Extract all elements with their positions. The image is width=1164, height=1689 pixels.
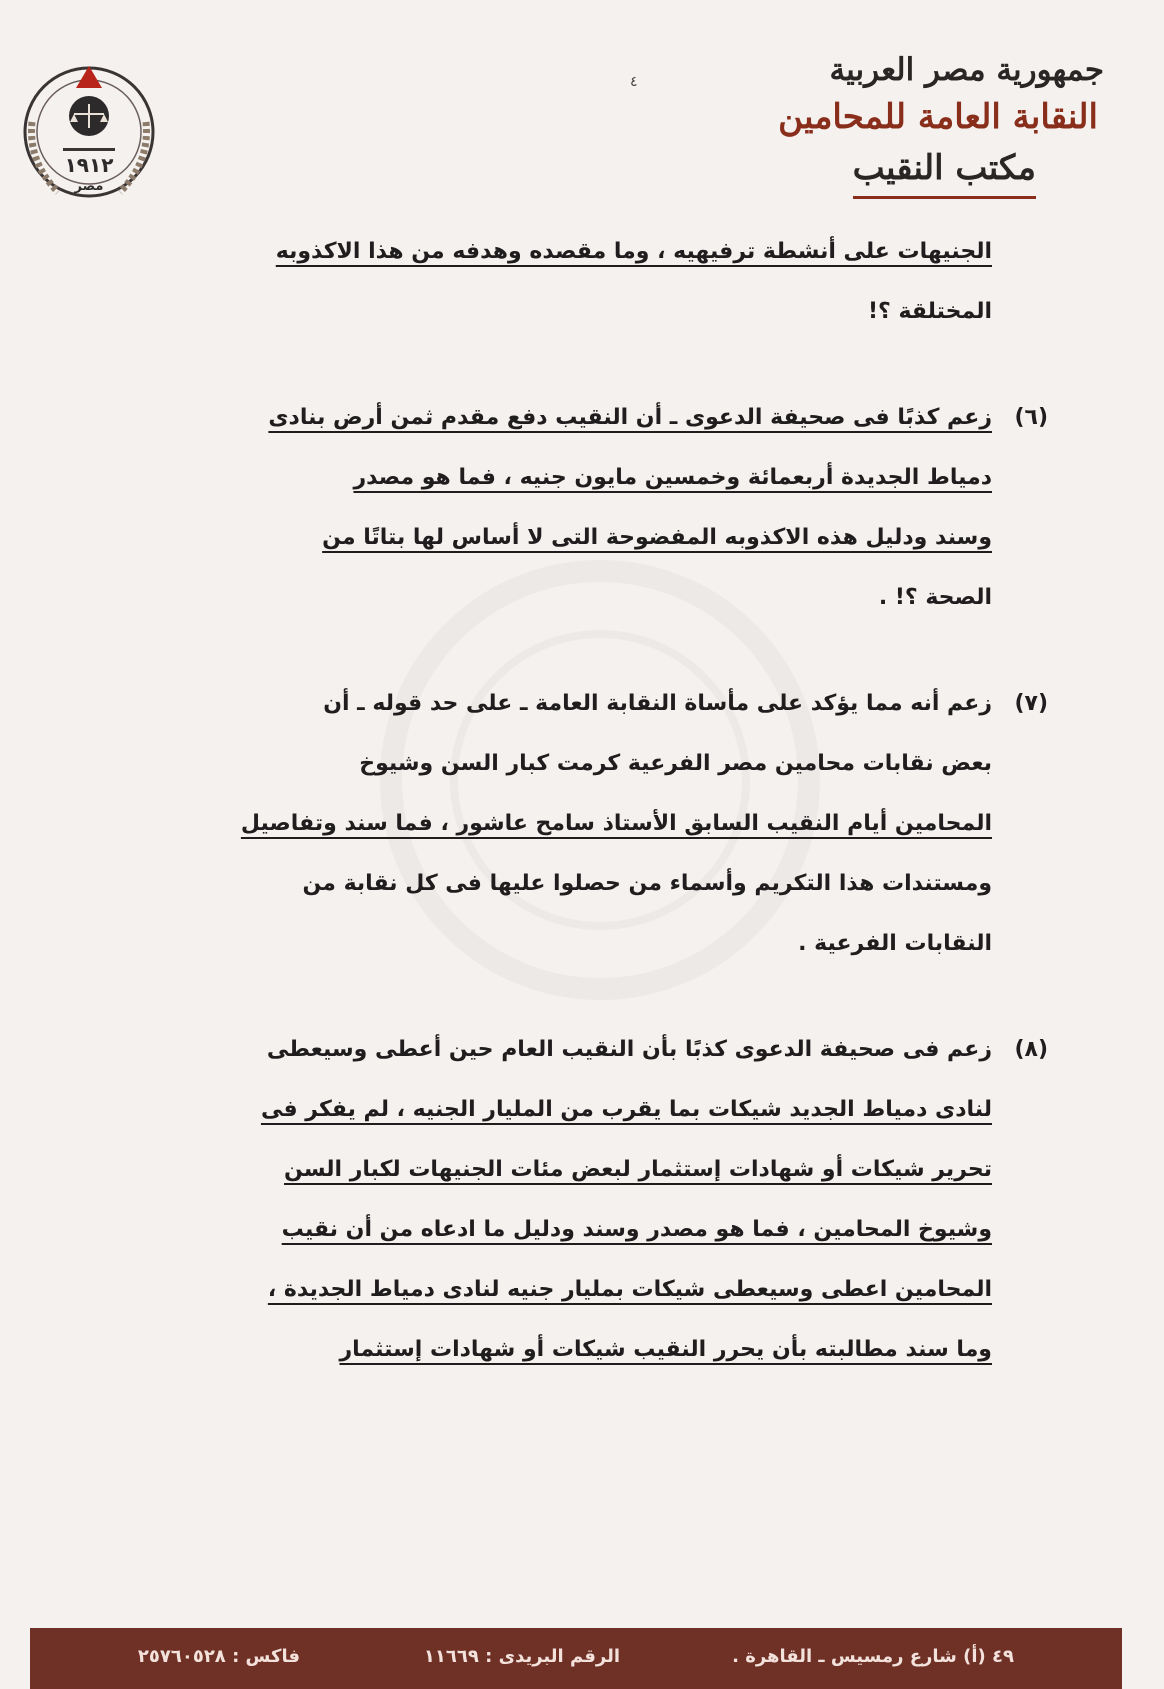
text-line: تحرير شيكات أو شهادات إستثمار لبعض مئات الجنيهات لكبار السن [284,1157,992,1182]
footer-postal-code: الرقم البريدى : ١١٦٦٩ [423,1646,620,1667]
text-line: زعم فى صحيفة الدعوى كذبًا بأن النقيب العام حين أعطى وسيعطى [266,1037,992,1062]
letterhead-organization: النقابة العامة للمحامين [778,97,1098,137]
text-line: بعض نقابات محامين مصر الفرعية كرمت كبار السن وشيوخ [359,751,992,776]
letter-body [232,222,1048,1380]
letterhead-office: مكتب النقيب [853,142,1036,199]
text-line: الصحة ؟! . [878,585,992,610]
footer-address: ٤٩ (أ) شارع رمسيس ـ القاهرة . [732,1646,1014,1667]
page-number-mark: ٤ [630,74,638,90]
text-line: وسند ودليل هذه الاكذوبه المفضوحة التى لا أساس لها بتاتًا من [322,525,992,550]
letterhead-country: جمهورية مصر العربية [829,52,1104,88]
text-line: لنادى دمياط الجديد شيكات بما يقرب من المليار الجنيه ، لم يفكر فى [260,1097,992,1122]
letterhead [778,48,1104,199]
text-line: زعم أنه مما يؤكد على مأساة النقابة العامة ـ على حد قوله ـ أن [323,691,992,716]
paragraph-number: (٧) [1014,691,1048,716]
paragraph-6 [232,388,1048,628]
letter-footer [30,1628,1122,1689]
text-line: الجنيهات على أنشطة ترفيهيه ، وما مقصده وهدفه من هذا الاكذوبه [275,239,992,264]
bar-association-seal-icon [18,52,160,222]
logo-country: مصر [74,179,104,194]
text-line: وما سند مطالبته بأن يحرر النقيب شيكات أو شهادات إستثمار [339,1337,992,1362]
text-line: النقابات الفرعية . [798,931,992,956]
text-line: دمياط الجديدة أربعمائة وخمسين مايون جنيه ، فما هو مصدر [353,465,992,490]
logo-year: ١٩١٢ [64,153,114,177]
paragraph-number: (٦) [1014,405,1048,430]
text-line: زعم كذبًا فى صحيفة الدعوى ـ أن النقيب دفع مقدم ثمن أرض بنادى [268,405,992,430]
text-line: ومستندات هذا التكريم وأسماء من حصلوا عليها فى كل نقابة من [302,871,992,896]
paragraph-8 [232,1020,1048,1380]
text-line: المختلقة ؟! [868,299,992,324]
text-line: وشيوخ المحامين ، فما هو مصدر وسند ودليل ما ادعاه من أن نقيب [281,1217,992,1242]
footer-fax: فاكس : ٢٥٧٦٠٥٢٨ [137,1646,300,1667]
paragraph-continuation [232,222,1048,342]
text-line: المحامين أيام النقيب السابق الأستاذ سامح عاشور ، فما سند وتفاصيل [240,811,992,836]
text-line: المحامين اعطى وسيعطى شيكات بمليار جنيه لنادى دمياط الجديدة ، [267,1277,992,1302]
paragraph-number: (٨) [1014,1037,1048,1062]
paragraph-7 [232,674,1048,974]
